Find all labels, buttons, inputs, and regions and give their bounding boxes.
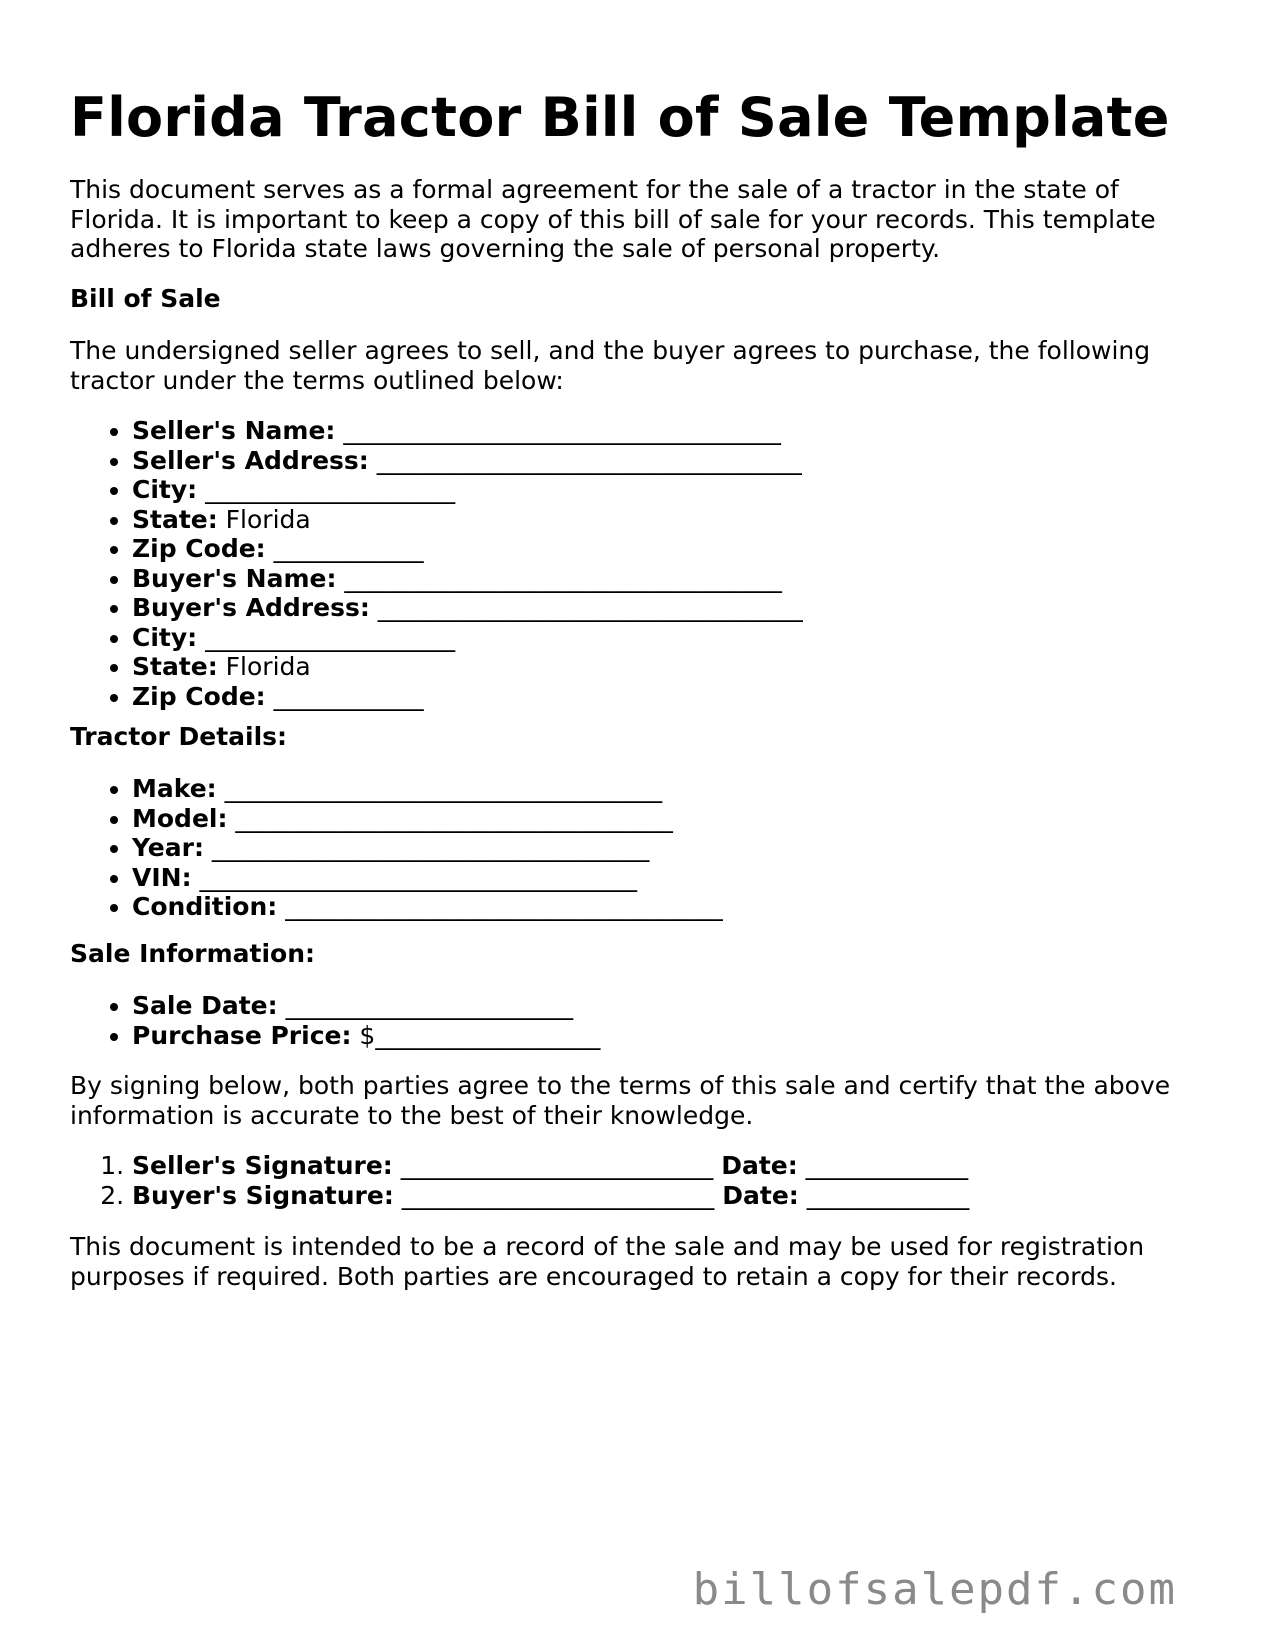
field-label: Make: xyxy=(132,774,217,803)
list-item xyxy=(132,623,803,653)
sale-information-heading: Sale Information: xyxy=(70,939,315,968)
field-blank: __________________________________ xyxy=(368,445,802,475)
field-label: Seller's Address: xyxy=(132,445,369,475)
tractor-details-heading: Tractor Details: xyxy=(70,722,288,751)
field-blank: ___________________________________ xyxy=(216,774,663,803)
field-label: Year: xyxy=(132,833,204,862)
field-blank: ____________________ xyxy=(197,475,456,504)
field-label: Buyer's Name: xyxy=(132,563,337,593)
field-value: Florida xyxy=(217,652,311,681)
field-blank: ___________________________________ xyxy=(336,563,782,593)
intro-paragraph xyxy=(70,175,1156,264)
closing-line: purposes if required. Both parties are encouraged to retain a copy for their records. xyxy=(70,1261,1117,1291)
field-label: Purchase Price: xyxy=(132,1020,352,1050)
field-blank: ___________________________________ xyxy=(191,862,638,892)
field-label: Zip Code: xyxy=(132,681,266,711)
date-label: Date: xyxy=(721,1151,798,1180)
signature-list xyxy=(70,1151,969,1210)
list-item xyxy=(132,774,723,804)
field-label: Condition: xyxy=(132,892,278,921)
list-item xyxy=(132,833,723,863)
closing-paragraph xyxy=(70,1232,1144,1291)
document-title: Florida Tractor Bill of Sale Template xyxy=(70,86,1170,149)
list-item xyxy=(132,564,803,594)
field-blank: ____________ xyxy=(265,534,424,563)
field-label: Buyer's Address: xyxy=(132,593,370,622)
agreement-paragraph xyxy=(70,336,1150,395)
field-label: City: xyxy=(132,475,198,504)
closing-line: This document is intended to be a record of the sale and may be used for registration xyxy=(70,1232,1145,1261)
list-item xyxy=(132,505,803,535)
sale-information-list xyxy=(70,991,600,1050)
certification-line: information is accurate to the best of their knowledge. xyxy=(70,1100,754,1130)
list-item xyxy=(132,682,803,712)
field-label: Seller's Name: xyxy=(132,416,336,445)
tractor-details-list xyxy=(70,774,723,922)
field-value: Florida xyxy=(217,504,311,534)
field-blank: __________________________________ xyxy=(369,593,803,622)
parties-list xyxy=(70,416,803,711)
field-label: Zip Code: xyxy=(132,534,266,563)
list-item xyxy=(132,475,803,505)
site-watermark: billofsalepdf.com xyxy=(692,1564,1177,1615)
bill-of-sale-heading: Bill of Sale xyxy=(70,284,221,313)
list-item xyxy=(132,593,803,623)
field-label: City: xyxy=(132,622,198,652)
date-label: Date: xyxy=(722,1180,799,1210)
field-blank: ___________________________________ xyxy=(277,892,723,921)
intro-line: adheres to Florida state laws governing the sale of personal property. xyxy=(70,234,941,263)
list-item xyxy=(132,446,803,476)
field-label: State: xyxy=(132,652,218,681)
field-label: Model: xyxy=(132,803,228,833)
field-label: VIN: xyxy=(132,862,192,892)
field-blank: $__________________ xyxy=(351,1020,601,1050)
field-blank: ____________________ xyxy=(197,622,456,652)
list-item xyxy=(132,991,600,1021)
agreement-line: tractor under the terms outlined below: xyxy=(70,365,564,395)
field-blank: ___________________________________ xyxy=(335,416,781,445)
list-item xyxy=(132,416,803,446)
certification-line: By signing below, both parties agree to the terms of this sale and certify that the above xyxy=(70,1071,1171,1100)
field-blank: _______________________ xyxy=(277,991,574,1020)
agreement-line: The undersigned seller agrees to sell, and the buyer agrees to purchase, the following xyxy=(70,336,1151,365)
signature-label: Buyer's Signature: xyxy=(132,1180,394,1210)
signature-label: Seller's Signature: xyxy=(132,1151,393,1180)
list-item xyxy=(132,1021,600,1051)
signature-item xyxy=(132,1151,969,1181)
signature-line: _________________________ xyxy=(392,1151,722,1180)
list-item xyxy=(132,534,803,564)
field-label: Sale Date: xyxy=(132,991,278,1020)
date-line: _____________ xyxy=(797,1151,969,1180)
list-item xyxy=(132,804,723,834)
signature-item xyxy=(132,1181,969,1211)
field-blank: ___________________________________ xyxy=(203,833,650,862)
date-line: _____________ xyxy=(798,1180,970,1210)
signature-line: _________________________ xyxy=(393,1180,723,1210)
list-item xyxy=(132,863,723,893)
list-item xyxy=(132,652,803,682)
field-blank: ___________________________________ xyxy=(227,803,673,833)
field-blank: ____________ xyxy=(265,681,424,711)
intro-line: This document serves as a formal agreement for the sale of a tractor in the state of xyxy=(70,175,1119,204)
list-item xyxy=(132,892,723,922)
certification-paragraph xyxy=(70,1071,1170,1130)
field-label: State: xyxy=(132,504,218,534)
intro-line: Florida. It is important to keep a copy of this bill of sale for your records. This template xyxy=(70,204,1156,234)
